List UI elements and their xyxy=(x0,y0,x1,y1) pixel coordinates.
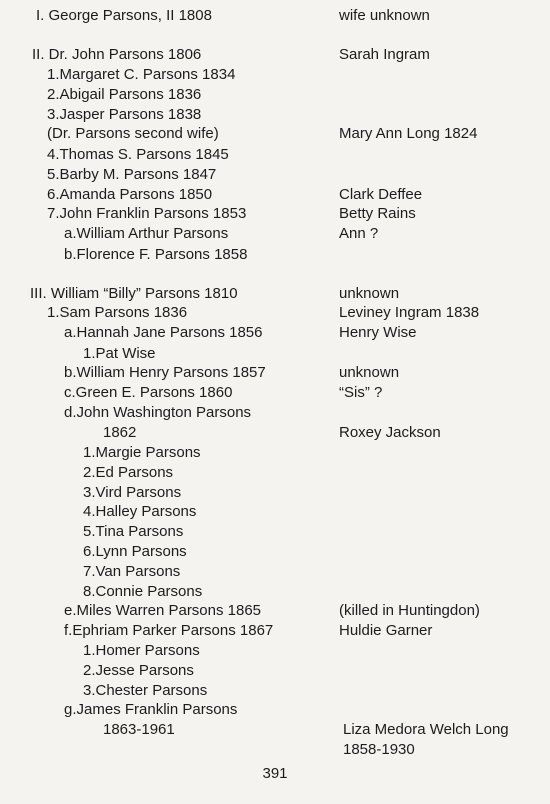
entry-spouse: wife unknown xyxy=(339,7,430,24)
entry-name: 7.Van Parsons xyxy=(83,563,181,580)
entry-name: b.Florence F. Parsons 1858 xyxy=(64,246,248,263)
entry-name: 2.Ed Parsons xyxy=(83,464,174,481)
entry-spouse: Sarah Ingram xyxy=(339,46,430,63)
entry-name: 2.Jesse Parsons xyxy=(83,662,194,679)
entry-spouse: Huldie Garner xyxy=(339,622,433,639)
entry-name: 6.Amanda Parsons 1850 xyxy=(47,186,213,203)
entry-name: b.William Henry Parsons 1857 xyxy=(64,364,266,381)
entry-spouse: unknown xyxy=(339,364,400,381)
entry-name: c.Green E. Parsons 1860 xyxy=(64,384,233,401)
entry-spouse: 1858-1930 xyxy=(343,741,415,758)
page-number: 391 xyxy=(262,765,288,782)
entry-name: 1.Margie Parsons xyxy=(83,444,201,461)
entry-name: d.John Washington Parsons xyxy=(64,404,252,421)
entry-spouse: Henry Wise xyxy=(339,324,417,341)
entry-name: 2.Abigail Parsons 1836 xyxy=(47,86,202,103)
entry-name: 6.Lynn Parsons xyxy=(83,543,187,560)
entry-spouse: Leviney Ingram 1838 xyxy=(339,304,480,321)
entry-name: 8.Connie Parsons xyxy=(83,583,203,600)
entry-name: I. George Parsons, II 1808 xyxy=(36,7,212,24)
entry-name: (Dr. Parsons second wife) xyxy=(47,125,219,142)
entry-name: 3.Jasper Parsons 1838 xyxy=(47,106,202,123)
entry-name: II. Dr. John Parsons 1806 xyxy=(32,46,202,63)
entry-name: g.James Franklin Parsons xyxy=(64,701,238,718)
entry-spouse: “Sis” ? xyxy=(339,384,383,401)
entry-name: III. William “Billy” Parsons 1810 xyxy=(30,285,238,302)
entry-name: 3.Vird Parsons xyxy=(83,484,182,501)
entry-name: 4.Thomas S. Parsons 1845 xyxy=(47,146,229,163)
entry-spouse: Roxey Jackson xyxy=(339,424,441,441)
entry-spouse: unknown xyxy=(339,285,400,302)
entry-spouse: Liza Medora Welch Long xyxy=(343,721,509,738)
entry-name: 1863-1961 xyxy=(103,721,175,738)
entry-name: 1.Sam Parsons 1836 xyxy=(47,304,188,321)
entry-name: 5.Barby M. Parsons 1847 xyxy=(47,166,217,183)
entry-name: a.William Arthur Parsons xyxy=(64,225,229,242)
entry-spouse: Clark Deffee xyxy=(339,186,423,203)
entry-name: e.Miles Warren Parsons 1865 xyxy=(64,602,262,619)
entry-name: 5.Tina Parsons xyxy=(83,523,184,540)
entry-name: f.Ephriam Parker Parsons 1867 xyxy=(64,622,274,639)
entry-spouse: Betty Rains xyxy=(339,205,416,222)
entry-name: 7.John Franklin Parsons 1853 xyxy=(47,205,247,222)
entry-spouse: Mary Ann Long 1824 xyxy=(339,125,478,142)
entry-name: 1.Pat Wise xyxy=(83,345,156,362)
entry-name: 4.Halley Parsons xyxy=(83,503,197,520)
entry-name: a.Hannah Jane Parsons 1856 xyxy=(64,324,263,341)
entry-name: 1.Margaret C. Parsons 1834 xyxy=(47,66,236,83)
entry-name: 3.Chester Parsons xyxy=(83,682,208,699)
entry-spouse: Ann ? xyxy=(339,225,379,242)
entry-name: 1.Homer Parsons xyxy=(83,642,200,659)
entry-spouse: (killed in Huntingdon) xyxy=(339,602,480,619)
entry-name: 1862 xyxy=(103,424,137,441)
